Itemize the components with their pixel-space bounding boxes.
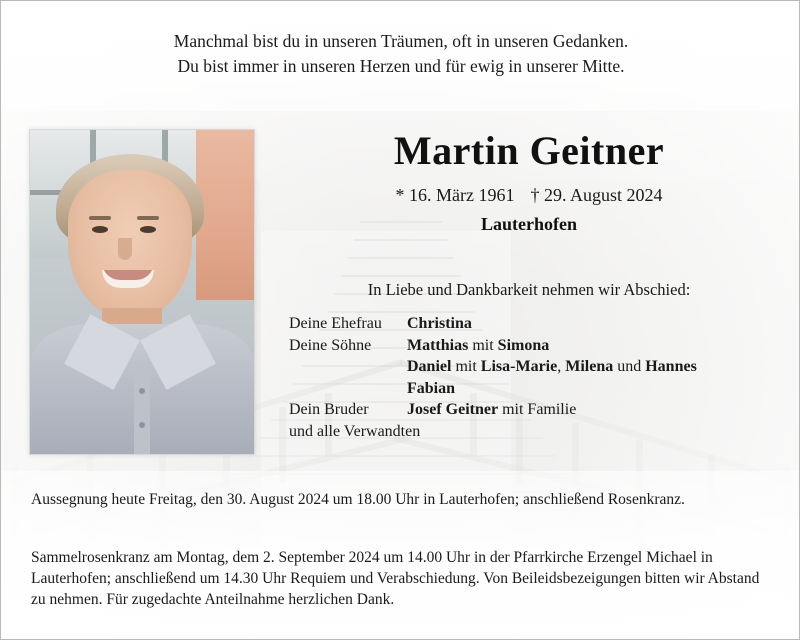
family-value-brother: Josef Geitner mit Familie <box>407 401 577 418</box>
family-relatives: und alle Verwandten <box>289 422 421 440</box>
notice-sammelrosenkranz: Sammelrosenkranz am Montag, dem 2. September 2024 um 14.00 Uhr in der Pfarrkirche Erzengel Michael in Lauterhofen; anschließend um 14.30 Uhr Requiem und Verabschiedung. Von Beileidsbezeigungen bitten wir Abstand zu nehmen. Für zugedachte Anteilnahme herzlichen Dank. <box>31 549 760 608</box>
family-value-sons: Matthias mit Simona <box>407 336 550 354</box>
deceased-dates <box>269 185 789 206</box>
farewell-text: In Liebe und Dankbarkeit nehmen wir Abschied: <box>367 280 691 299</box>
family-row-brother <box>289 399 789 421</box>
family-row-wife <box>289 313 789 335</box>
family-label-wife: Deine Ehefrau <box>289 315 382 332</box>
portrait-photo <box>29 129 255 455</box>
family-value-sons-2: Daniel mit Lisa-Marie, Milena und Hannes <box>407 358 697 375</box>
family-list <box>289 313 789 442</box>
obituary-content <box>1 1 800 640</box>
family-label-brother: Dein Bruder <box>289 401 369 418</box>
memorial-motto <box>1 29 800 79</box>
birth-date: * 16. März 1961 <box>395 185 515 205</box>
death-date: † 29. August 2024 <box>530 185 663 205</box>
notice-aussegnung: Aussegnung heute Freitag, den 30. August 2024 um 18.00 Uhr in Lauterhofen; anschließend Rosenkranz. <box>31 491 685 508</box>
family-value-sons-3: Fabian <box>407 379 456 397</box>
family-label-sons: Deine Söhne <box>289 336 372 354</box>
motto-line-1: Manchmal bist du in unseren Träumen, oft in unseren Gedanken. <box>173 31 629 51</box>
portrait-wall <box>196 130 254 300</box>
motto-line-2: Du bist immer in unseren Herzen und für ewig in unserer Mitte. <box>177 56 625 76</box>
family-value-wife: Christina <box>407 315 472 332</box>
family-row-sons <box>289 335 789 357</box>
deceased-name: Martin Geitner <box>393 128 665 173</box>
deceased-place: Lauterhofen <box>481 214 577 234</box>
